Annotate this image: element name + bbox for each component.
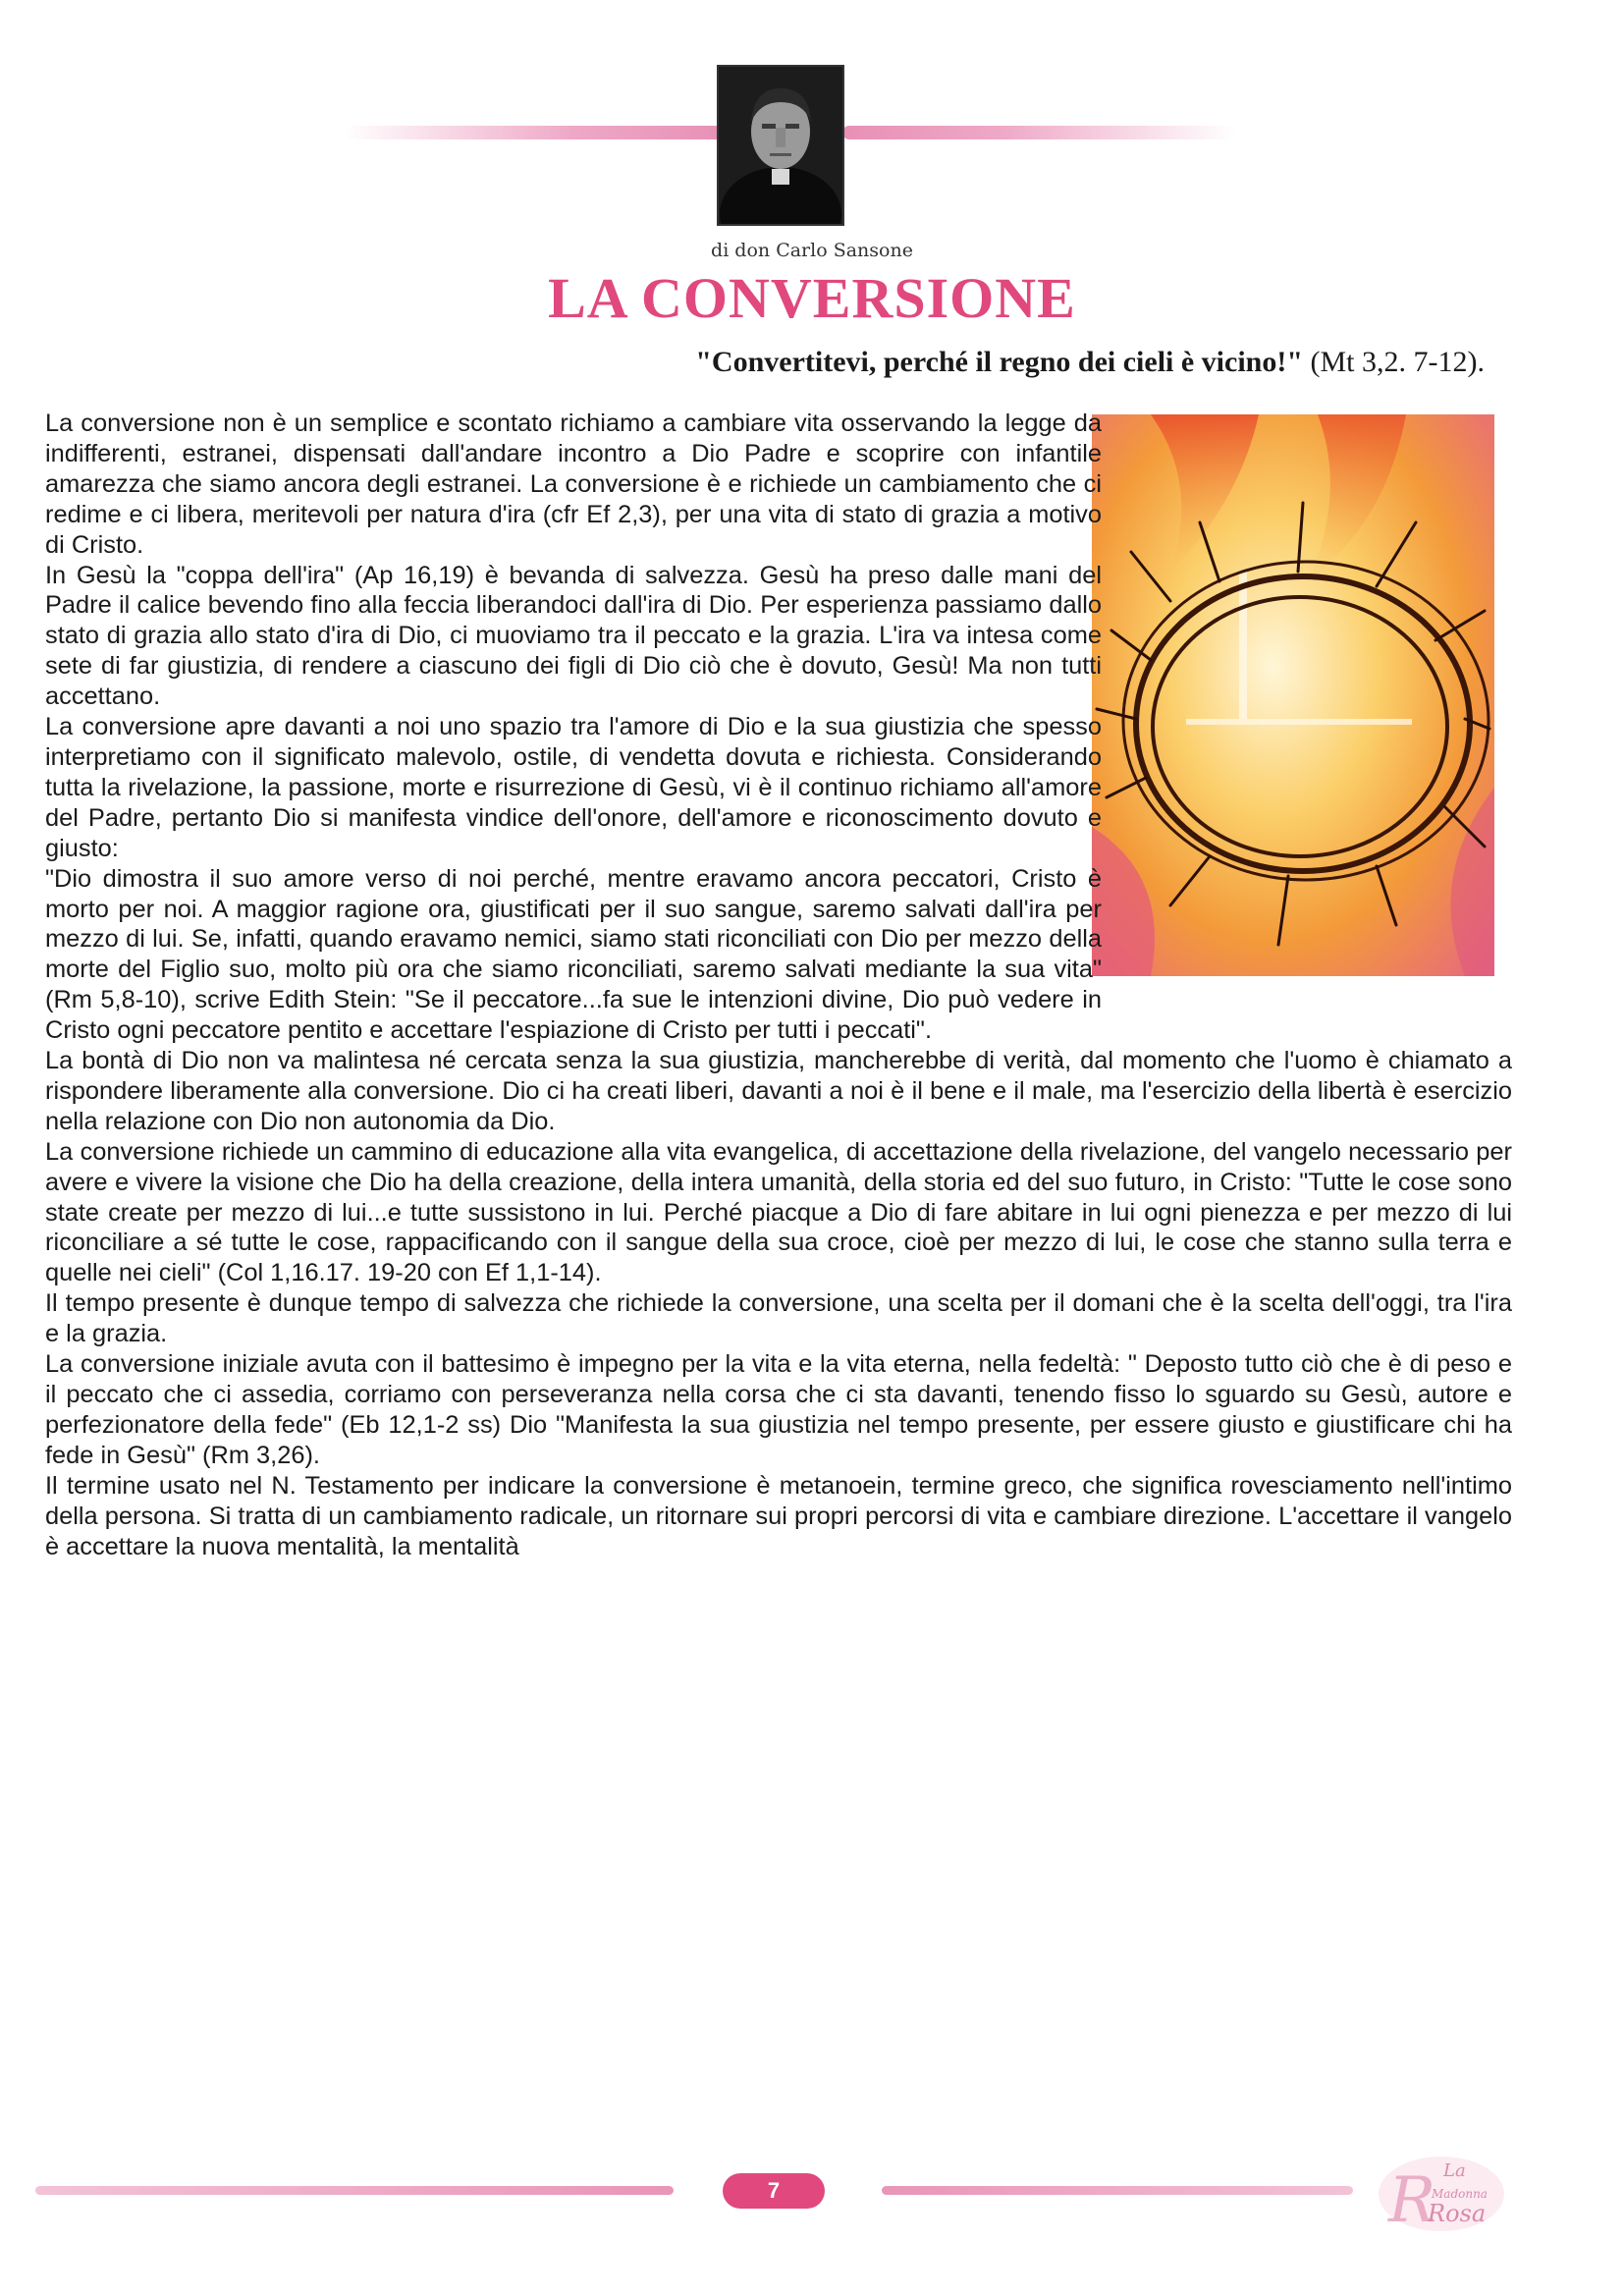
paragraph: La conversione richiede un cammino di educazione alla vita evangelica, di accettazione della rivelazione, del vangelo necessario per avere e vivere la visione che Dio ha della creazione, della intera umanità, della storia ed del suo futuro, in Cristo: "Tutte le cose sono state create per mezzo di lui...e tutte sussistono in lui. Perché piacque a Dio di fare abitare in lui ogni pienezza e per mezzo di lui riconciliare a sé tutte le cose, rappacificando con il sangue della sua croce, cioè per mezzo di lui, le cose che stanno sulla terra e quelle nei cieli" (Col 1,16.17. 19-20 con Ef 1,1-14). <box>45 1137 1512 1287</box>
author-byline: di don Carlo Sansone <box>711 240 913 261</box>
footer-rule-left <box>35 2186 674 2195</box>
paragraph: La bontà di Dio non va malintesa né cercata senza la sua giustizia, mancherebbe di verità, dal momento che l'uomo è chiamato a rispondere liberamente alla conversione. Dio ci ha creati liberi, davanti a noi è il bene e il male, ma l'esercizio della libertà è esercizio nella relazione con Dio non autonomia da Dio. <box>45 1047 1512 1135</box>
header-ribbon-right <box>842 126 1235 139</box>
logo-word-madonna: Madonna <box>1432 2187 1488 2201</box>
header-ribbon-left <box>344 126 727 139</box>
paragraph: "Dio dimostra il suo amore verso di noi perché, mentre eravamo ancora peccatori, Cristo è morto per noi. A maggior ragione ora, giustificati per il suo sangue, saremo salvati dall'ira per mezzo di lui. Se, infatti, quando eravamo nemici, siamo stati riconciliati con Dio per mezzo della morte del Figlio suo, molto più ora che siamo riconciliati, saremo salvati mediante la sua vita" (Rm 5,8-10), scrive Edith Stein: "Se il peccatore...fa sue le intenzioni divine, Dio può vedere in Cristo ogni peccatore pentito e accettare l'espiazione di Cristo per tutti i peccati". <box>45 864 1102 1045</box>
image-wrap-spacer <box>1102 409 1512 1000</box>
article-subtitle-quote <box>695 346 1485 379</box>
quote-reference: (Mt 3,2. 7-12). <box>1310 346 1485 378</box>
paragraph: Il termine usato nel N. Testamento per indicare la conversione è metanoein, termine greco, che significa rovesciamento nell'intimo della persona. Si tratta di un cambiamento radicale, un ritornare sui propri percorsi di vita e cambiare direzione. L'accettare il vangelo è accettare la nuova mentalità, la mentalità <box>45 1471 1512 1560</box>
magazine-logo <box>1375 2147 1508 2235</box>
article-body <box>45 409 1512 1561</box>
quote-text: "Convertitevi, perché il regno dei cieli è vicino!" <box>695 346 1304 378</box>
svg-text:R: R <box>1388 2164 1436 2235</box>
paragraph: Il tempo presente è dunque tempo di salvezza che richiede la conversione, una scelta per il domani che è la scelta dell'oggi, tra l'ira e la grazia. <box>45 1289 1512 1348</box>
page-number: 7 <box>723 2173 825 2209</box>
footer-rule-right <box>882 2186 1353 2195</box>
paragraph: La conversione apre davanti a noi uno spazio tra l'amore di Dio e la sua giustizia che spesso interpretiamo con il significato malevolo, ostile, di vendetta dovuta e richiesta. Considerando tutta la rivelazione, la passione, morte e risurrezione di Gesù, vi è il continuo richiamo all'amore del Padre, pertanto Dio si manifesta vindice dell'onore, dell'amore e riconoscimento dovuto e giusto: <box>45 713 1102 862</box>
paragraph: La conversione iniziale avuta con il battesimo è impegno per la vita e la vita eterna, nella fedeltà: " Deposto tutto ciò che è di peso e il peccato che ci assedia, corriamo con perseveranza nella corsa che ci sta davanti, tenendo fisso lo sguardo su Gesù, autore e perfezionatore della fede" (Eb 12,1-2 ss) Dio "Manifesta la sua giustizia nel tempo presente, per essere giusto e giustificare chi ha fede in Gesù" (Rm 3,26). <box>45 1350 1512 1469</box>
paragraph: La conversione non è un semplice e scontato richiamo a cambiare vita osservando la legge da indifferenti, estranei, dispensati dall'andare incontro a Dio Padre e scoprire con infantile amarezza che siamo ancora degli estranei. La conversione è e richiede un cambiamento che ci redime e ci libera, meritevoli per natura d'ira (cfr Ef 2,3), per una vita di stato di grazia a motivo di Cristo. <box>45 410 1102 559</box>
article-title: LA CONVERSIONE <box>548 266 1076 330</box>
paragraph: In Gesù la "coppa dell'ira" (Ap 16,19) è bevanda di salvezza. Gesù ha preso dalle mani del Padre il calice bevendo fino alla feccia liberandoci dall'ira di Dio. Per esperienza passiamo dallo stato di grazia allo stato d'ira di Dio, ci muoviamo tra il peccato e la grazia. L'ira va intesa come sete di far giustizia, di rendere a ciascuno dei figli di Dio ciò che è dovuto, Gesù! Ma non tutti accettano. <box>45 561 1102 711</box>
logo-word-rosa: Rosa <box>1428 2200 1487 2227</box>
logo-word-la: La <box>1443 2160 1466 2181</box>
author-portrait <box>717 65 844 226</box>
